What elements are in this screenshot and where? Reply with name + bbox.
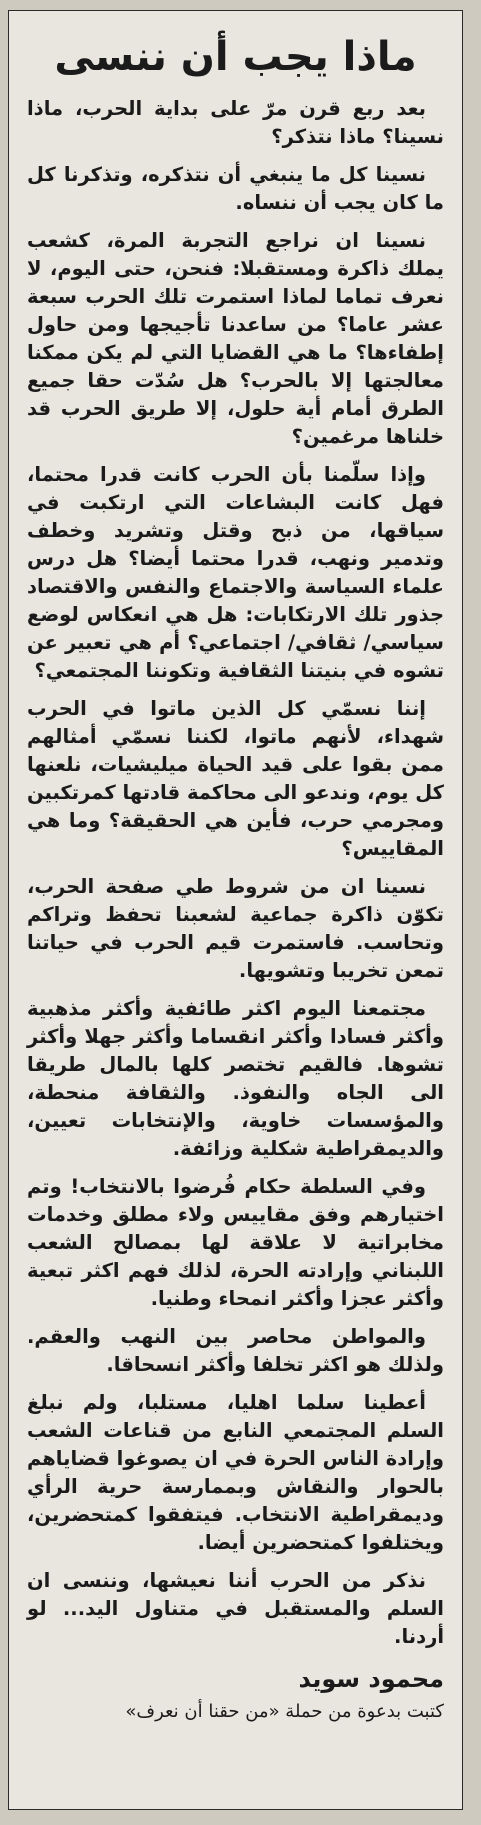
article-paragraph: نسينا ان من شروط طي صفحة الحرب، تكوّن ذاكرة جماعية لشعبنا تحفظ وتراكم وتحاسب. فاستمرت قيم الحرب في حياتنا تمعن تخريبا وتشويها. (27, 875, 444, 982)
article-body (27, 95, 444, 1651)
author-byline: محمود سويد (298, 1665, 444, 1693)
article-paragraph: والمواطن محاصر بين النهب والعقم. ولذلك هو اكثر تخلفا وأكثر انسحاقا. (27, 1325, 444, 1376)
article-paragraph: وإذا سلّمنا بأن الحرب كانت قدرا محتما، فهل كانت البشاعات التي ارتكبت في سياقها، من ذبح وقتل وتشريد وخطف وتدمير ونهب، قدرا محتما أيضا؟ هل درس علماء السياسة والاجتماع والنفس والاقتصاد جذور تلك الارتكابات: هل هي انعكاس لوضع سياسي/ ثقافي/ اجتماعي؟ أم هي تعبير عن تشوه في بنيتنا الثقافية وتكوننا المجتمعي؟ (27, 463, 444, 682)
article-paragraph: وفي السلطة حكام فُرضوا بالانتخاب! وتم اختيارهم وفق مقاييس ولاء مطلق وخدمات مخابراتية لا علاقة لها بمصالح الشعب اللبناني وإرادته الحرة، لذلك فهم اكثر تبعية وأكثر عجزا وأكثر انمحاء وطنيا. (27, 1175, 444, 1310)
article-paragraph: بعد ربع قرن مرّ على بداية الحرب، ماذا نسينا؟ ماذا نتذكر؟ (27, 97, 444, 148)
article-paragraph: إننا نسمّي كل الذين ماتوا في الحرب شهداء، لأنهم ماتوا، لكننا نسمّي أمثالهم ممن بقوا على قيد الحياة ميليشيات، نلعنها كل يوم، وندعو الى محاكمة قادتها كمرتكبين ومجرمي حرب، فأين هي الحقيقة؟ وما هي المقاييس؟ (27, 697, 444, 860)
article-paragraph: أعطينا سلما اهليا، مستلبا، ولم نبلغ السلم المجتمعي النابع من قناعات الشعب وإرادة الناس الحرة في ان يصوغوا قضاياهم بالحوار والنقاش وبممارسة حرية الرأي وديمقراطية الانتخاب. فيتفقوا كمتحضرين، ويختلفوا كمتحضرين أيضا. (27, 1391, 444, 1554)
newspaper-clipping (8, 10, 463, 1810)
article-paragraph: نسينا كل ما ينبغي أن نتذكره، وتذكرنا كل ما كان يجب أن ننساه. (27, 163, 444, 214)
article-paragraph: مجتمعنا اليوم اكثر طائفية وأكثر مذهبية وأكثر فسادا وأكثر انقساما وأكثر جهلا وأكثر تشوها. فالقيم تختصر كلها بالمال طريقا الى الجاه والنفوذ. والثقافة منحطة، والمؤسسات خاوية، والإنتخابات تعيين، والديمقراطية شكلية وزائفة. (27, 997, 444, 1160)
author-note: كتبت بدعوة من حملة «من حقنا أن نعرف» (125, 1701, 444, 1722)
article-paragraph: نذكر من الحرب أننا نعيشها، وننسى ان السلم والمستقبل في متناول اليد... لو أردنا. (27, 1569, 444, 1648)
article-paragraph: نسينا ان نراجع التجربة المرة، كشعب يملك ذاكرة ومستقبلا: فنحن، حتى اليوم، لا نعرف تماما لماذا استمرت تلك الحرب سبعة عشر عاما؟ من ساعدنا تأجيجها ومن حاول إطفاءها؟ ما هي القضايا التي لم يكن ممكنا معالجتها إلا بالحرب؟ هل سُدّت حقا جميع الطرق أمام أية حلول، إلا طريق الحرب قد خلناها مرغمين؟ (27, 229, 444, 448)
article-title: ماذا يجب أن ننسى (54, 34, 417, 80)
